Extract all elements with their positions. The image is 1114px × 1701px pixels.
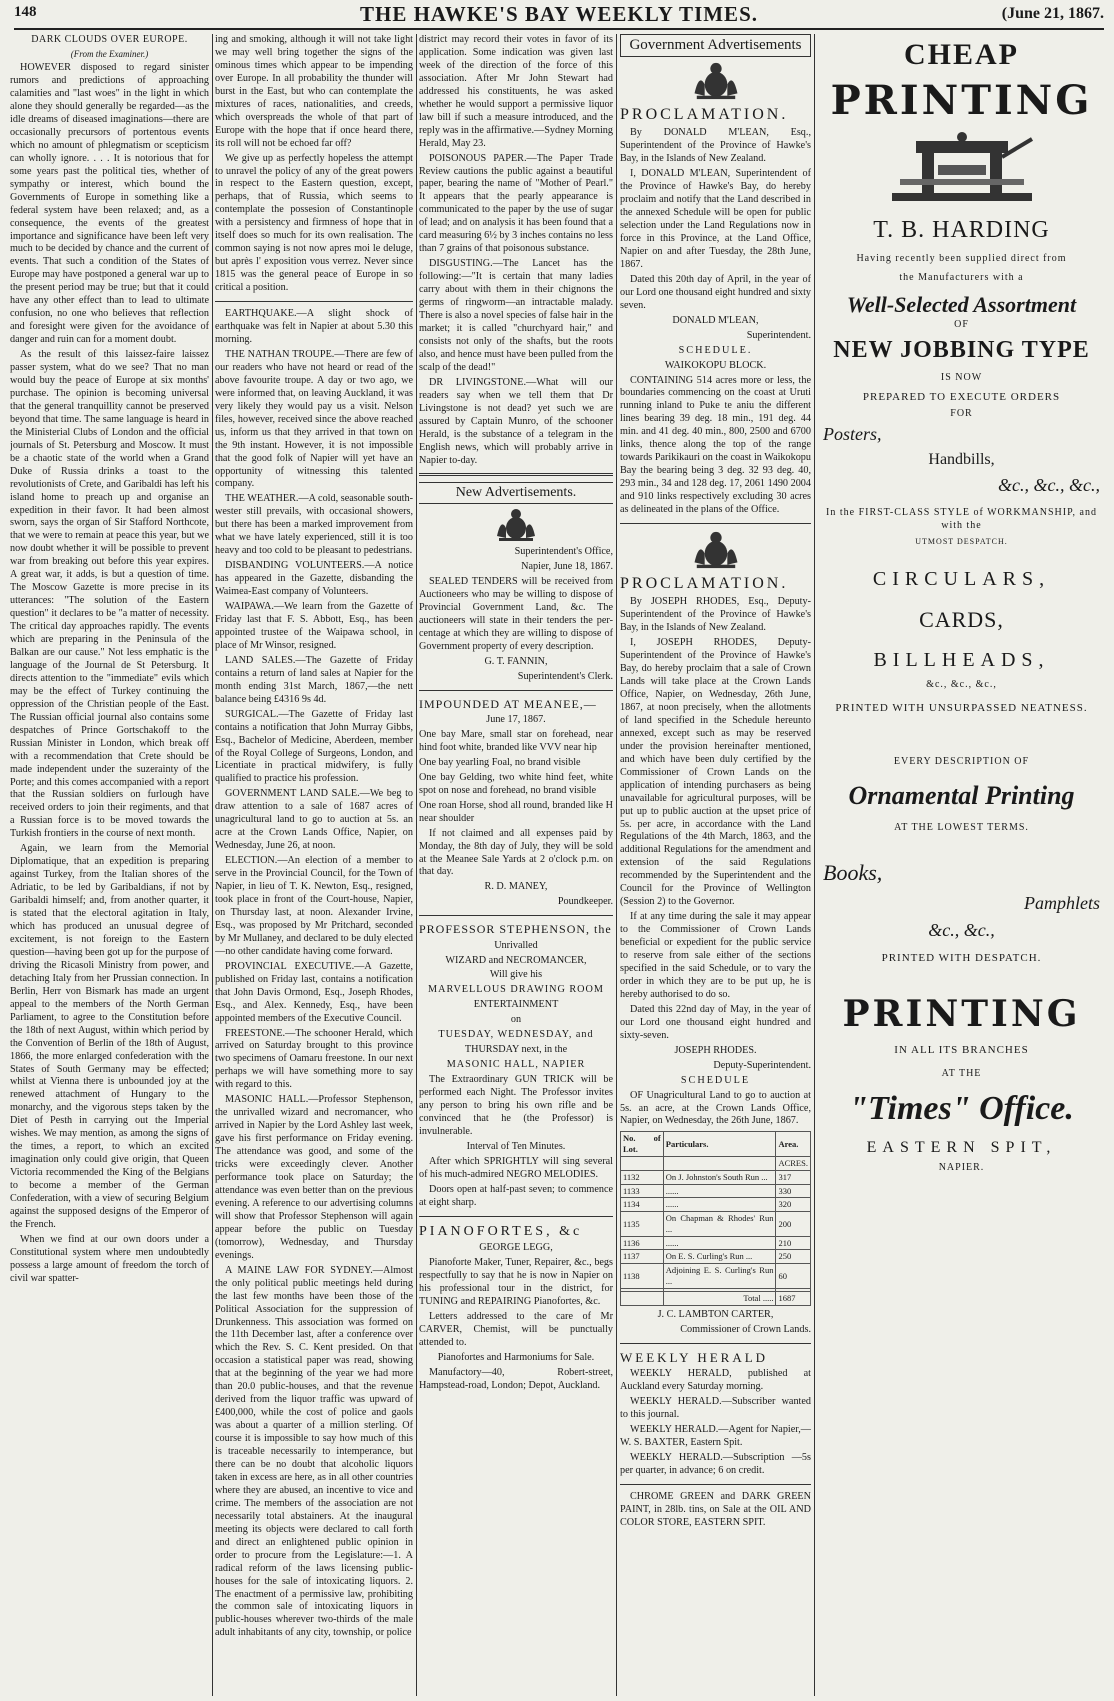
- table-row: [621, 1264, 811, 1289]
- article-source: (From the Examiner.): [70, 48, 149, 59]
- table-row: [621, 1184, 811, 1198]
- professor-title: PROFESSOR STEPHENSON, the: [419, 922, 612, 937]
- professor-line: Will give his: [489, 969, 543, 981]
- impounded-note: If not claimed and all expenses paid by Monday, the 8th day of July, they will be sold at the Meanee Sale Yards at 2 o'clock p.m. on that day.: [419, 827, 613, 878]
- pianofortes-letters: Letters addressed to the care of Mr CARVER, Chemist, will be punctually attended to.: [419, 1311, 613, 1349]
- ad-napier: NAPIER.: [938, 1161, 985, 1173]
- professor-line: THURSDAY next, in the: [464, 1044, 568, 1056]
- news-item: SURGICAL.—The Gazette of Friday last contains a notification that John Murray Gibbs, Esq., Bachelor of Medicine, Aberdeen, member of the Royal College of Surgeons, London, and Licentiate in practical midwifery, is fully qualified to practice his profession.: [215, 708, 413, 785]
- news-item: DISBANDING VOLUNTEERS.—A notice has appeared in the Gazette, disbanding the Waimea-East company of Volunteers.: [215, 560, 413, 598]
- table-row: [621, 1170, 811, 1184]
- masthead: [14, 4, 1104, 30]
- ad-cards: CARDS,: [919, 607, 1004, 633]
- ad-printing-banner: PRINTING: [842, 993, 1081, 1036]
- issue-date: (June 21, 1867.: [1001, 5, 1104, 22]
- chrome-green-ad: CHROME GREEN and DARK GREEN PAINT, in 28lb. tins, on Sale at the OIL AND COLOR STORE, EASTERN SPIT.: [620, 1490, 811, 1528]
- news-item: THE WEATHER.—A cold, seasonable south-wester still prevails, with occasional showers, but there has been a marked improvement from what we have lately experienced, still it is too heavy and too cold to be pleasant to pedestrians.: [215, 493, 413, 557]
- new-advertisements-heading: New Advertisements.: [419, 482, 613, 504]
- ad-etc: &c., &c.,: [928, 920, 995, 941]
- ad-branches: IN ALL ITS BRANCHES: [894, 1043, 1029, 1056]
- divider: [620, 1343, 811, 1344]
- impounded-date: June 17, 1867.: [486, 713, 546, 725]
- ad-posters: Posters,: [823, 424, 882, 445]
- column-5-printing-ad: [817, 34, 1106, 1696]
- commissioner-signature: J. C. LAMBTON CARTER,: [657, 1308, 774, 1320]
- ad-first-class: In the FIRST-CLASS STYLE of WORKMANSHIP, and with the: [826, 507, 1097, 531]
- impounded-role: Poundkeeper.: [557, 896, 613, 908]
- tender-date: Napier, June 18, 1867.: [521, 561, 613, 573]
- table-cell: ......: [663, 1198, 776, 1212]
- table-cell: 330: [776, 1184, 811, 1198]
- ad-new-type: NEW JOBBING TYPE: [833, 337, 1090, 364]
- ad-is-now: IS NOW: [940, 371, 983, 383]
- impounded-item: One bay Mare, small star on forehead, near hind foot white, branded like VVV near hip: [419, 728, 613, 753]
- article-paragraph: Again, we learn from the Memorial Diplomatique, that an expedition is preparing against Turkey, from the Italian shores of the Adriatic, to be led by Garibaldians, if not by Garibaldi himself; and, from another quarter, it is stated that the electoral agitation in Italy, which has produced an unusual degree of excitement, is not foreign to the Eastern question—having been got up for the purpose of driving the Ricasoli Ministry from power, and detaching Italy from her Prussian connection. In Berlin, Herr von Bismark has made an urgent appeal to the members of the North German Parliament, to agree to the Constitution before the 18th of next August, within which period by the Convention of Berlin of the 18th of August, 1866, the more enlarged confederation with the States of South Germany may be effected; whilst at Vienna there is unbounded joy at the renewed attachment of Hungary to the monarchy, and the vigorous steps taken by the Diet of Pesth in carrying out the Imperial wishes. We may mention, as among the signs of the times, a report, to which an excited imagination only could give origin, that Queen Victoria recommended the King of the Belgians to become a member of the German Confederation, with a view of securing Belgium against the supposed designs of the Emperor of the French.: [10, 843, 209, 1230]
- article-title: DARK CLOUDS OVER EUROPE.: [31, 34, 188, 45]
- divider: [419, 473, 613, 476]
- table-cell: 1133: [621, 1184, 664, 1198]
- royal-crest-icon: [493, 508, 539, 542]
- table-cell: On J. Johnston's South Run ...: [663, 1170, 776, 1184]
- proclamation-body: I, JOSEPH RHODES, Deputy-Superintendent of the Province of Hawke's Bay, do hereby proclaim that a sale of Crown Lands will take place at the Crown Lands Office, Napier, on Wednesday, 26th June, 1867, at noon precisely, when the allotments of land specified in the Schedule hereunto annexed, except such as may be reserved under the provision hereinafter mentioned, and which have been duly certified by the Commissioner of Crown Lands on the application of intending purchasers as being unavailable for agricultural purposes, will be put up to public auction at the upset price of 5s. per acre, in accordance with the Land Regulations of the 4th March, 1863, and the additional Regulations for the amendment and extension of the said Regulations recommended by the Superintendent and the Council for the Province of Wellington (Session 2) to the Governor.: [620, 637, 811, 908]
- tender-signature: G. T. FANNIN,: [484, 655, 548, 667]
- article-paragraph: ing and smoking, although it will not take light we may well bring together the signs of the ominous times which appear to be impending over Europe. In all probability the thunder will burst in the East, but who can contemplate the mixtures of races, nationalities, and creeds, which overspreads the whole of that part of Europe with the hope that if once heard there, its roll will not be echoed far off?: [215, 34, 413, 149]
- table-cell: [663, 1157, 776, 1171]
- proclamation-dated: Dated this 22nd day of May, in the year of our Lord one thousand eight hundred and sixty-seven.: [620, 1003, 811, 1041]
- schedule-body: CONTAINING 514 acres more or less, the boundaries commencing on the coast at Uruti running inland to Puke te aniu the different lines bearing 39 deg. 18 min., 191 deg. 44 min. and 41 deg. 40 min., 800, 2500 and 6700 links, thence along the top of the range towards Parikikauri on the coast in Waikokopu Bay the bearing being 3 deg. 32 93 deg. 40, 293 min., 34 and 128 deg. 17, 2061 1490 2004 and 910 links respectively excluding 30 acres as delineated in the plans of the Office.: [620, 374, 811, 516]
- news-item: DR LIVINGSTONE.—What will our readers say when we tell them that Dr Livingstone is not dead? yet such we are assured by Captain Munro, of the schooner Herald, is the substance of a telegram in the English news, which will probably arrive in Napier to-day.: [419, 376, 613, 466]
- table-header-row: [621, 1132, 811, 1157]
- impounded-signature: R. D. MANEY,: [484, 881, 548, 893]
- news-item: DISGUSTING.—The Lancet has the following:—"It is certain that many ladies carry about with them in their chignons the germs of ringworm—an intractable malady. There is also a novel species of false hair in the market; it is called "churchyard hair," and consists not only of the shafts, but the roots also, and hence must have been pulled from the scalp of the dead!": [419, 258, 613, 373]
- printing-press-icon: [882, 131, 1042, 209]
- impounded-item: One bay yearling Foal, no brand visible: [419, 756, 581, 768]
- impounded-item: One roan Horse, shod all round, branded like H near shoulder: [419, 799, 613, 824]
- column-rule: [212, 34, 213, 1696]
- ad-despatch: PRINTED WITH DESPATCH.: [881, 952, 1042, 965]
- professor-line: TUESDAY, WEDNESDAY, and: [438, 1029, 594, 1041]
- ad-pamphlets: Pamphlets: [1024, 893, 1100, 914]
- table-cell: 210: [776, 1236, 811, 1250]
- table-row: [621, 1198, 811, 1212]
- article-paragraph: We give up as perfectly hopeless the attempt to unravel the policy of any of the great powers in respect to the Eastern question, except, perhaps, that of Russia, which seems to contemplate the possesion of Constantinople with a persistency and firmness of hope that in itself does so much for its own realisation. The common saying is not now apres moi le deluge, but après l' exposition vous verrez. Never since 1815 was the general peace of Europe in so critical a position.: [215, 152, 413, 294]
- table-cell: [621, 1157, 664, 1171]
- table-cell: ACRES.: [776, 1157, 811, 1171]
- pianofortes-sale: Pianofortes and Harmoniums for Sale.: [437, 1352, 595, 1364]
- table-cell: 1135: [621, 1212, 664, 1237]
- professor-line: The Extraordinary GUN TRICK will be performed each Night. The Professor invites any person to bring his own rifle and be convinced that he (the Professor) is invulnerable.: [419, 1074, 613, 1137]
- table-cell: ......: [663, 1236, 776, 1250]
- ad-manufacturers: the Manufacturers with a: [899, 272, 1024, 284]
- impounded-item: One bay Gelding, two white hind feet, white spot on nose and forehead, no brand visible: [419, 771, 613, 796]
- table-row: [621, 1250, 811, 1264]
- commissioner-role: Commissioner of Crown Lands.: [680, 1323, 811, 1335]
- article-paragraph: As the result of this laissez-faire laissez passer system, what do we see? That no man would buy the peace of Europe at six months' purchase. The opinion is becoming universal that the general tranquillity cannot be preserved beyond that time. The same language is heard in the Ministerial Clubs of London and the official journals of St. Petersburg and Moscow. It must be a chaotic state of the world when a Grand Duke of Russia drinks a toast to the revolutionists of Crete, and Garibaldi has left his island home to preach up and organise an expedition in their favor. It had been almost sworn, says the organ of Sir Stafford Northcote, that we were to remain at peace this year, but we now doubt whether it will be possible to prevent war from breaking out before this year expires. A great war, it adds, is but a question of time. The Moscow Gazette is more precise in its utterances: "The solution of the Eastern question" it declares to be "a matter of necessity. The critical day approaches rapidly. The events which are preparing in the Peninsula of the Balkan are our cause." Not less emphatic is the language of the Journal de St Petersburg. It directs attention to the "immediate" evils which may be the effect of Turkey continuing the oppression of the Christian people of the East. The Russian official journal also contains some despatches of Prince Gortschakoff to the Russian Minister in London, which break off with a recommendation that Crete should be made independent under the suzerainty of the Porte; and this comes accompanied with a report that the Russian soldiers on furlough have received orders to join their regiments, and that a Russian force is to be moved towards the Turkish frontiers in the course of next month.: [10, 349, 209, 840]
- professor-line: on: [510, 1014, 522, 1026]
- table-header: Particulars.: [663, 1132, 776, 1157]
- divider: [419, 690, 613, 691]
- table-row: [621, 1157, 811, 1171]
- news-item: POISONOUS PAPER.—The Paper Trade Review cautions the public against a beautiful paper, bearing the name of "Mother of Pearl." It appears that the pearly appearance is communicated to the paper by the use of sugar of lead; and on analysis it has been found that a card measuring 6½ by 3 inches contains no less than 7 grains of that poisonous substance.: [419, 152, 613, 255]
- divider: [620, 1484, 811, 1485]
- schedule-heading: SCHEDULE: [680, 1074, 751, 1086]
- proclamation-title: PROCLAMATION.: [620, 575, 789, 592]
- proclamation-body: I, DONALD M'LEAN, Superintendent of the Province of Hawke's Bay, do hereby proclaim and notify that the Land described in the annexed Schedule will be open for public selection under the Land Regulations now in force in this Province, at the Land Office, Napier on and after Tuesday, the 28th June, 1867.: [620, 168, 811, 270]
- schedule-body: OF Unagricultural Land to go to auction at 5s. an acre, at the Crown Lands Office, Napier, on Wednesday, the 26th June, 1867.: [620, 1089, 811, 1127]
- proclamation-by: By JOSEPH RHODES, Esq., Deputy-Superintendent of the Province of Hawke's Bay, in the Islands of New Zealand.: [620, 596, 811, 634]
- divider: [419, 1216, 613, 1217]
- table-cell: On Chapman & Rhodes' Run ...: [663, 1212, 776, 1237]
- professor-line: ENTERTAINMENT: [473, 999, 559, 1011]
- proclamation-signature: JOSEPH RHODES.: [674, 1044, 757, 1056]
- weekly-herald-title: WEEKLY HERALD: [620, 1349, 769, 1365]
- professor-line: Interval of Ten Minutes.: [466, 1140, 566, 1152]
- ad-printing-banner: PRINTING: [830, 77, 1093, 125]
- weekly-herald-item: WEEKLY HERALD.—Agent for Napier,—W. S. BAXTER, Eastern Spit.: [620, 1423, 811, 1448]
- table-row: [621, 1236, 811, 1250]
- table-cell: [621, 1291, 664, 1305]
- ad-circulars: CIRCULARS,: [872, 567, 1051, 590]
- ad-ornamental: Ornamental Printing: [848, 780, 1075, 810]
- pianofortes-title: PIANOFORTES, &c: [419, 1223, 583, 1239]
- pianofortes-manufactory: Manufactory—40, Robert-street, Hampstead-road, London; Depot, Auckland.: [419, 1367, 613, 1391]
- ad-etc: &c., &c., &c.,: [926, 679, 997, 691]
- ad-prepared: PREPARED TO EXECUTE ORDERS: [862, 390, 1061, 403]
- professor-line: After which SPRIGHTLY will sing several of his much-admired NEGRO MELODIES.: [419, 1155, 613, 1180]
- column-rule: [616, 34, 617, 1696]
- pianofortes-name: GEORGE LEGG,: [479, 1242, 553, 1254]
- ad-times-office: "Times" Office.: [849, 1089, 1074, 1127]
- news-item: WAIPAWA.—We learn from the Gazette of Friday last that F. S. Abbott, Esq., has been appointed trustee of the Waipawa school, in place of Mr Winsor, resigned.: [215, 601, 413, 651]
- proclamation-role: Superintendent.: [746, 329, 811, 341]
- table-cell: On E. S. Curling's Run ...: [663, 1250, 776, 1264]
- page-number: 148: [14, 4, 37, 20]
- table-cell: 200: [776, 1212, 811, 1237]
- table-total: 1687: [776, 1291, 811, 1305]
- article-paragraph: When we find at our own doors under a Constitutional system where men undoubtedly possess a large amount of freedom the torch of civil war spatter-: [10, 1233, 209, 1284]
- column-2: [215, 34, 413, 1696]
- news-item: FREESTONE.—The schooner Herald, which arrived on Saturday brought to this province two specimens of Oamaru freestone. In our next perhaps we will have something more to say with regard to this.: [215, 1027, 413, 1091]
- ad-utmost: UTMOST DESPATCH.: [915, 536, 1008, 546]
- ad-cheap: CHEAP: [904, 38, 1019, 71]
- professor-line: WIZARD and NECROMANCER,: [445, 954, 587, 966]
- professor-line: MASONIC HALL, NAPIER: [446, 1059, 586, 1071]
- tender-body: SEALED TENDERS will be received from Auctioneers who may be willing to dispose of Provincial Government Land, &c. The auctioneers will state in their tenders the per-centage at which they are willing to dispose of Government property of every description.: [419, 576, 613, 652]
- table-header: Area.: [776, 1132, 811, 1157]
- divider: [419, 915, 613, 916]
- proclamation-by: By DONALD M'LEAN, Esq., Superintendent of the Province of Hawke's Bay, in the Islands of New Zealand.: [620, 127, 811, 165]
- table-cell: 1137: [621, 1250, 664, 1264]
- professor-line: Unrivalled: [494, 939, 538, 951]
- ad-at-the: AT THE: [941, 1067, 982, 1079]
- ad-having: Having recently been supplied direct from: [856, 253, 1067, 265]
- news-item: EARTHQUAKE.—A slight shock of earthquake was felt in Napier at about 5.30 this morning.: [215, 308, 413, 345]
- table-cell: 1132: [621, 1170, 664, 1184]
- tender-role: Superintendent's Clerk.: [517, 670, 613, 682]
- ad-books: Books,: [823, 859, 883, 885]
- schedule-heading: SCHEDULE.: [678, 344, 753, 356]
- schedule-block: WAIKOKOPU BLOCK.: [664, 359, 767, 371]
- schedule-table: [620, 1131, 811, 1305]
- news-item: LAND SALES.—The Gazette of Friday contains a return of land sales at Napier for the month ending 31st March, 1867,—the nett balance being £4316 9s 4d.: [215, 654, 413, 705]
- professor-line: Doors open at half-past seven; to commence at eight sharp.: [419, 1183, 613, 1208]
- newspaper-title: THE HAWKE'S BAY WEEKLY TIMES.: [360, 2, 758, 26]
- proclamation-role: Deputy-Superintendent.: [713, 1059, 811, 1071]
- weekly-herald-item: WEEKLY HERALD, published at Auckland every Saturday morning.: [620, 1368, 811, 1392]
- table-header: No. of Lot.: [621, 1132, 664, 1157]
- ad-every-description: EVERY DESCRIPTION OF: [893, 756, 1030, 768]
- column-1: [10, 34, 209, 1696]
- proclamation-dated: Dated this 20th day of April, in the year of our Lord one thousand eight hundred and sixty seven.: [620, 273, 811, 311]
- column-rule: [416, 34, 417, 1696]
- news-item: A MAINE LAW FOR SYDNEY.—Almost the only political public meetings held during the last few months have been those of the Political Association for the suppression of Drunkenness. This association was formed on the 11th December last, after a conference over which the Rev. S. C. Kent presided. On that occasion a statistical paper was read, showing that at the beginning of the year we had more than 20.0 public-houses, and that the revenue derived from the liquor traffic was upward of £400,000, while the cost of police and gaols was about a quarter of a million sterling. Of course it is impossible to say how much of this is traceable necessarily to intemperance, but there can be no doubt that alcoholic liquors taken in excess are here, as in all other countries where they are abused, an incentive to vice and crime. The members of the association are not necessarily total abstainers. At the inaugural meeting its objects were declared to call forth and direct an enlightened public opinion in order to procure from the Legislature:—1. A radical reform of the laws licensing public-houses for the sale of intoxicating liquors. 2. The enactment of a permissive law, prohibiting the common sale of intoxicating liquors in public-houses wherever two-thirds of the male adult inhabitants of any city, township, or police: [215, 1264, 413, 1639]
- table-cell: 250: [776, 1250, 811, 1264]
- ad-eastern-spit: EASTERN SPIT,: [866, 1138, 1057, 1156]
- tender-office: Superintendent's Office,: [514, 546, 613, 558]
- proclamation-signature: DONALD M'LEAN,: [672, 314, 759, 326]
- pianofortes-body: Pianoforte Maker, Tuner, Repairer, &c., begs respectfully to say that he is now in Napier on his professional tour in the district, for TUNING and REPAIRING Pianofortes, &c.: [419, 1257, 613, 1308]
- news-item: PROVINCIAL EXECUTIVE.—A Gazette, published on Friday last, contains a notification that John Davis Ormond, Esq., Joseph Rhodes, Esq., and Alex. Kennedy, Esq., have been appointed members of the Executive Council.: [215, 960, 413, 1024]
- ad-etc: &c., &c., &c.,: [998, 475, 1100, 496]
- royal-crest-icon: [690, 61, 742, 101]
- column-rule: [814, 34, 815, 1696]
- ad-handbills: Handbills,: [928, 451, 995, 469]
- table-cell: 1136: [621, 1236, 664, 1250]
- news-item: MASONIC HALL.—Professor Stephenson, the unrivalled wizard and necromancer, who arrived in Napier by the Lord Ashley last week, gave his first performance on Friday evening. The attendance was good, and some of the tricks were exceedingly clever. Another performance took place on Saturday; the attendance was even better than on the previous evening. A reference to our advertising columns will show that Professor Stephenson will again appear before the public on Tuesday (tomorrow), Wednesday, and Thursday evenings.: [215, 1094, 413, 1261]
- news-item: THE NATHAN TROUPE.—There are few of our readers who have not heard or read of the above favourite troupe. A day or two ago, we were informed that, on leaving Auckland, it was very likely they would pay us a visit. Nelson files, however, received since the above reached us, inform us that they arrived in that town on the 9th instant. However, it is not impossible that the good folk of Napier will yet have an opportunity of witnessing this talented company.: [215, 348, 413, 490]
- ad-for: FOR: [950, 408, 973, 420]
- column-4: [620, 34, 811, 1696]
- ad-billheads: BILLHEADS,: [873, 649, 1050, 672]
- government-advertisements-heading: Government Advertisements: [620, 34, 811, 57]
- table-cell: 1138: [621, 1264, 664, 1289]
- news-item: GOVERNMENT LAND SALE.—We beg to draw attention to a sale of 1687 acres of unagricultural land to go to auction at 5s. an acre at the Crown Lands Office, Napier, on Wednesday, June 26, at noon.: [215, 788, 413, 852]
- impounded-title: IMPOUNDED AT MEANEE,—: [419, 696, 597, 711]
- table-cell: 320: [776, 1198, 811, 1212]
- table-cell: Adjoining E. S. Curling's Run ...: [663, 1264, 776, 1289]
- proclamation-title: PROCLAMATION.: [620, 106, 789, 124]
- ad-printed-neatness: PRINTED WITH UNSURPASSED NEATNESS.: [835, 702, 1088, 715]
- royal-crest-icon: [690, 530, 742, 570]
- table-cell: 1134: [621, 1198, 664, 1212]
- proclamation-body: If at any time during the sale it may appear to the Commissioner of Crown Lands beneficial or expedient for the public service to reserve from sale either of the sections specified in the said Schedule, or to vary the order in which they are to be put up, he is hereby authorised to do so.: [620, 911, 811, 1000]
- divider: [215, 301, 413, 302]
- news-item: ELECTION.—An election of a member to serve in the Provincial Council, for the Town of Napier, in lieu of T. K. Newton, Esq., resigned, took place in front of the Court-house, Napier, on Thursday last, at noon. Alexander Irvine, Esq., was proposed by Mr Pritchard, seconded by Mr Mullaney, and declared to be duly elected—no other candidate having come forward.: [215, 855, 413, 957]
- divider: [620, 523, 811, 524]
- article-paragraph: HOWEVER disposed to regard sinister rumors and predictions of approaching calamities and "last woes" in the light in which alone they should generally be regarded—as the idle dreams of diseased imaginations—there are occasionally precursors of portentous events which no amount of phlegmatism or scepticism can wholly ignore. . . . It is notorious that for some years past the political ties, whether of sympathy or interest, which bound the Governments of Europe in something like a federal system have been relaxed; and, as a consequence, the events of the greatest importance and significance have been left very much to be decided by chance and the current of events. That such a condition of the States of Europe may have postponed a general war up to the present period may be true; but that it could have any other effect than to lead to ultimate confusion, no one who believes that reflection and foresight were given for the avoidance of danger and ruin can for a moment doubt.: [10, 62, 209, 346]
- weekly-herald-item: WEEKLY HERALD.—Subscriber wanted to this journal.: [620, 1395, 811, 1420]
- table-cell: ......: [663, 1184, 776, 1198]
- ad-assortment: Well-Selected Assortment: [846, 291, 1077, 317]
- table-cell: 60: [776, 1264, 811, 1289]
- ad-lowest-terms: AT THE LOWEST TERMS.: [894, 821, 1029, 833]
- table-row: [621, 1212, 811, 1237]
- ad-of: OF: [954, 318, 969, 330]
- table-total-label: Total .....: [663, 1291, 776, 1305]
- column-3: [419, 34, 613, 1696]
- professor-line: MARVELLOUS DRAWING ROOM: [428, 984, 604, 996]
- weekly-herald-item: WEEKLY HERALD.—Subscription —5s per quarter, in advance; 6 on credit.: [620, 1451, 811, 1476]
- table-total-row: [621, 1291, 811, 1305]
- ad-harding: T. B. HARDING: [873, 216, 1050, 243]
- news-item: district may record their votes in favor of its application. Some indication was given last week of the direction of the force of this association. After Mr John Stewart had addressed his constituents, he was asked whether he would support a permissive liquor law bill if such a measure introduced, and the reply was in the affirmative.—Sydney Morning Herald, May 23.: [419, 34, 613, 149]
- table-cell: 317: [776, 1170, 811, 1184]
